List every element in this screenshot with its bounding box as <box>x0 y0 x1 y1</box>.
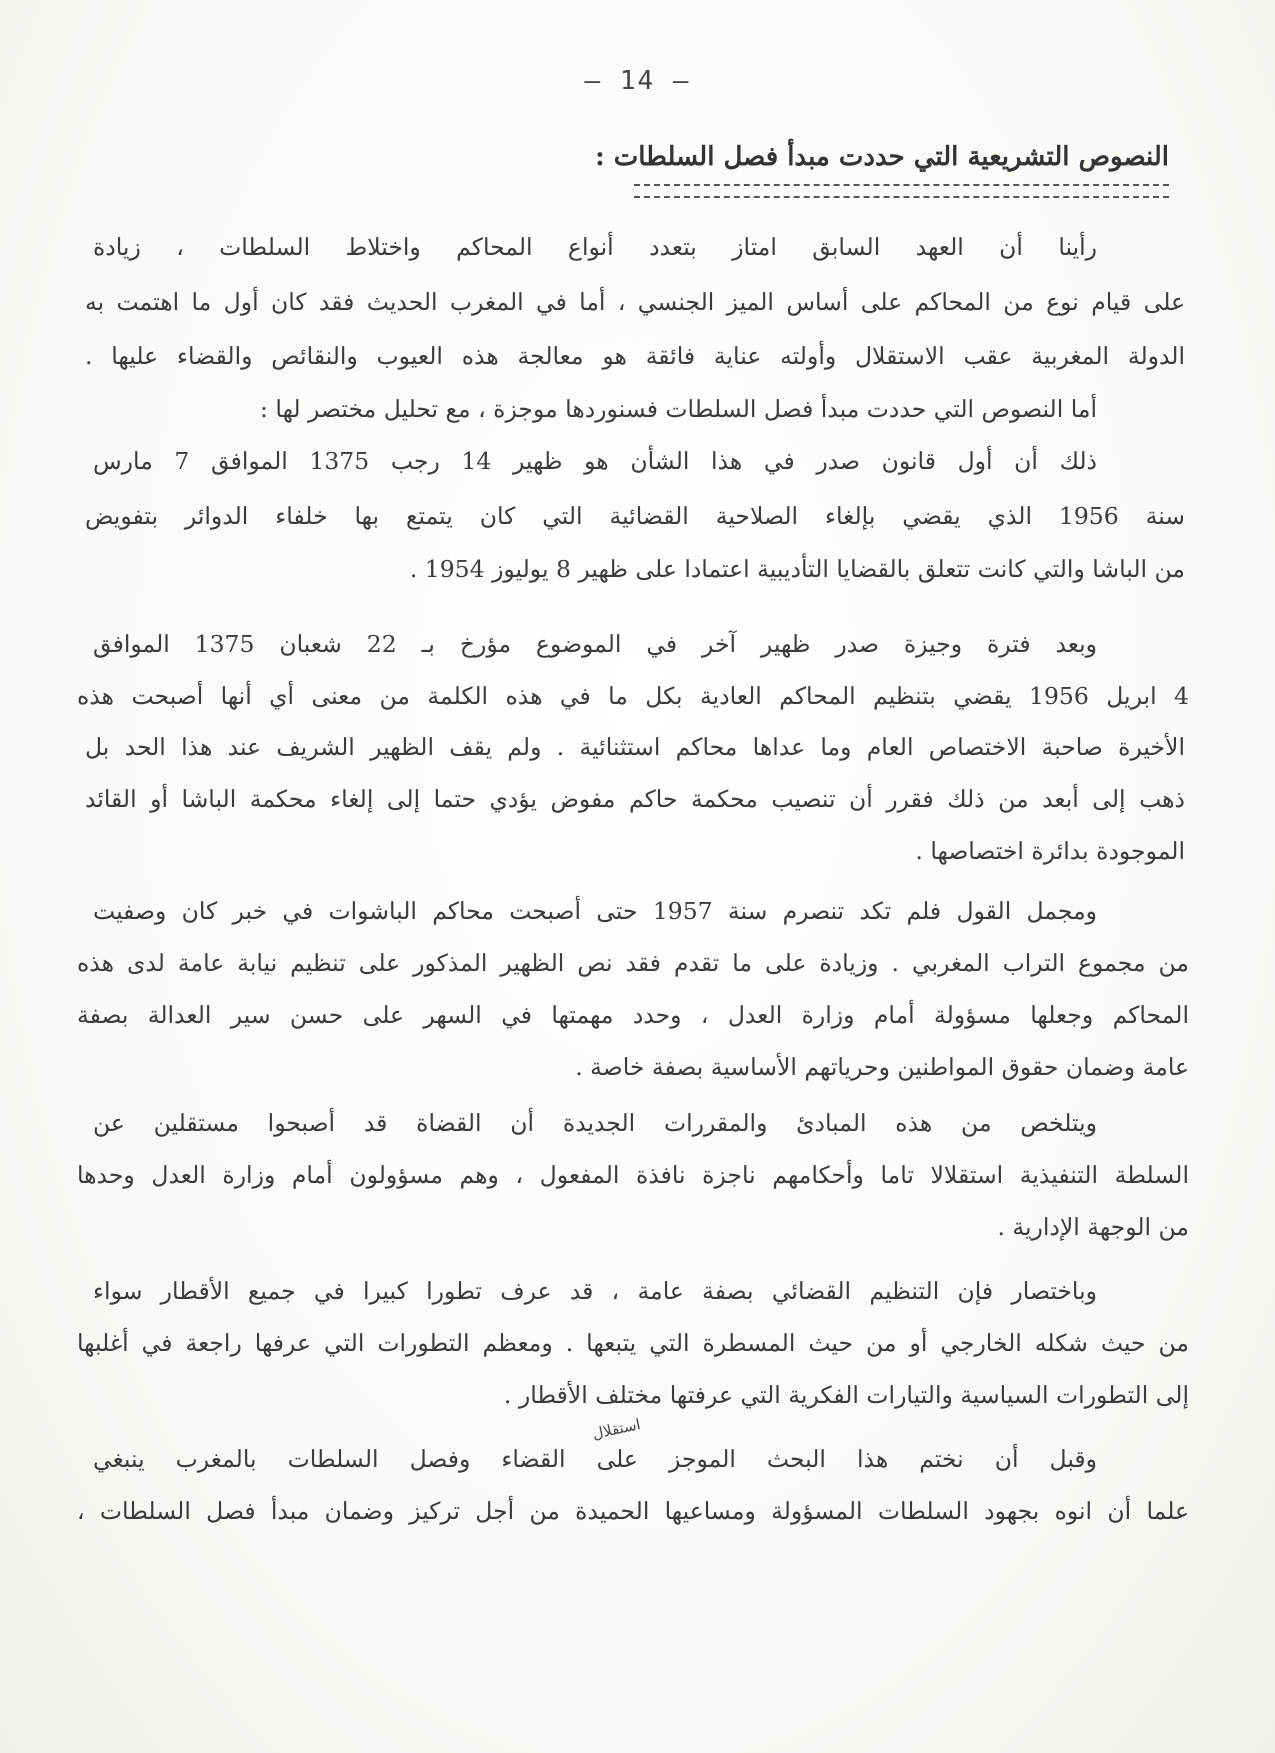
paragraph-line: من الباشا والتي كانت تتعلق بالقضايا التأديبية اعتمادا على ظهير 8 يوليوز 1954 . <box>409 555 1185 583</box>
paragraph-line: الأخيرة صاحبة الاختصاص العام وما عداها محاكم استثنائية . ولم يقف الظهير الشريف عند هذا الحد بل <box>85 733 1185 761</box>
paragraph-line: الدولة المغربية عقب الاستقلال وأولته عناية فائقة هو معالجة هذه العيوب والنقائص والقضاء عليها . <box>85 342 1185 370</box>
paragraph-line: أما النصوص التي حددت مبدأ فصل السلطات فسنوردها موجزة ، مع تحليل مختصر لها : <box>260 395 1097 423</box>
paragraph-line: المحاكم وجعلها مسؤولة أمام وزارة العدل ، وحدد مهمتها في السهر على حسن سير العدالة بصفة <box>77 1001 1189 1029</box>
paragraph-line: عامة وضمان حقوق المواطنين وحرياتهم الأساسية بصفة خاصة . <box>575 1053 1189 1081</box>
page-number: — 14 — <box>584 66 691 96</box>
handwritten-margin-note: استقلال <box>590 1415 643 1443</box>
paragraph-line: ويتلخص من هذه المبادئ والمقررات الجديدة أن القضاة قد أصبحوا مستقلين عن <box>93 1109 1097 1137</box>
paragraph-line: على قيام نوع من المحاكم على أساس الميز الجنسي ، أما في المغرب الحديث فقد كان أول ما اهتمت به <box>85 288 1185 316</box>
section-heading: النصوص التشريعية التي حددت مبدأ فصل السلطات : <box>595 142 1169 172</box>
paragraph-line: ذهب إلى أبعد من ذلك فقرر أن تنصيب محكمة حاكم مفوض يؤدي حتما إلى إلغاء محكمة الباشا أو القائد <box>85 785 1185 813</box>
paragraph-line: وباختصار فإن التنظيم القضائي بصفة عامة ، قد عرف تطورا كبيرا في جميع الأقطار سواء <box>93 1277 1097 1305</box>
paragraph-line: 4 ابريل 1956 يقضي بتنظيم المحاكم العادية بكل ما في هذه الكلمة من معنى أي أنها أصبحت هذه <box>77 682 1189 710</box>
paragraph-line: من مجموع التراب المغربي . وزيادة على ما تقدم فقد نص الظهير المذكور على تنظيم نيابة عامة لدى هذه <box>77 949 1189 977</box>
paragraph-line: وقبل أن نختم هذا البحث الموجز على القضاء وفصل السلطات بالمغرب ينبغي <box>93 1445 1097 1473</box>
heading-underline <box>634 184 1169 198</box>
paragraph-line: من حيث شكله الخارجي أو من حيث المسطرة التي يتبعها . ومعظم التطورات التي عرفها راجعة في أغلبها <box>77 1329 1189 1357</box>
paragraph-line: سنة 1956 الذي يقضي بإلغاء الصلاحية القضائية التي كان يتمتع بها خلفاء الدوائر بتفويض <box>85 502 1185 530</box>
paragraph-line: الموجودة بدائرة اختصاصها . <box>915 837 1185 865</box>
paragraph-line: علما أن انوه بجهود السلطات المسؤولة ومساعيها الحميدة من أجل تركيز وضمان مبدأ فصل السلطات ، <box>77 1497 1189 1525</box>
paragraph-line: ذلك أن أول قانون صدر في هذا الشأن هو ظهير 14 رجب 1375 الموافق 7 مارس <box>93 447 1097 475</box>
paragraph-line: وبعد فترة وجيزة صدر ظهير آخر في الموضوع مؤرخ بـ 22 شعبان 1375 الموافق <box>93 630 1098 658</box>
paragraph-line: رأينا أن العهد السابق امتاز بتعدد أنواع المحاكم واختلاط السلطات ، زيادة <box>93 233 1097 261</box>
paragraph-line: إلى التطورات السياسية والتيارات الفكرية التي عرفتها مختلف الأقطار . <box>503 1381 1189 1409</box>
paragraph-line: السلطة التنفيذية استقلالا تاما وأحكامهم ناجزة نافذة المفعول ، وهم مسؤولون أمام وزارة العدل وحدها <box>77 1161 1189 1189</box>
paragraph-line: ومجمل القول فلم تكد تنصرم سنة 1957 حتى أصبحت محاكم الباشوات في خبر كان وصفيت <box>93 897 1098 925</box>
paragraph-line: من الوجهة الإدارية . <box>997 1213 1189 1241</box>
